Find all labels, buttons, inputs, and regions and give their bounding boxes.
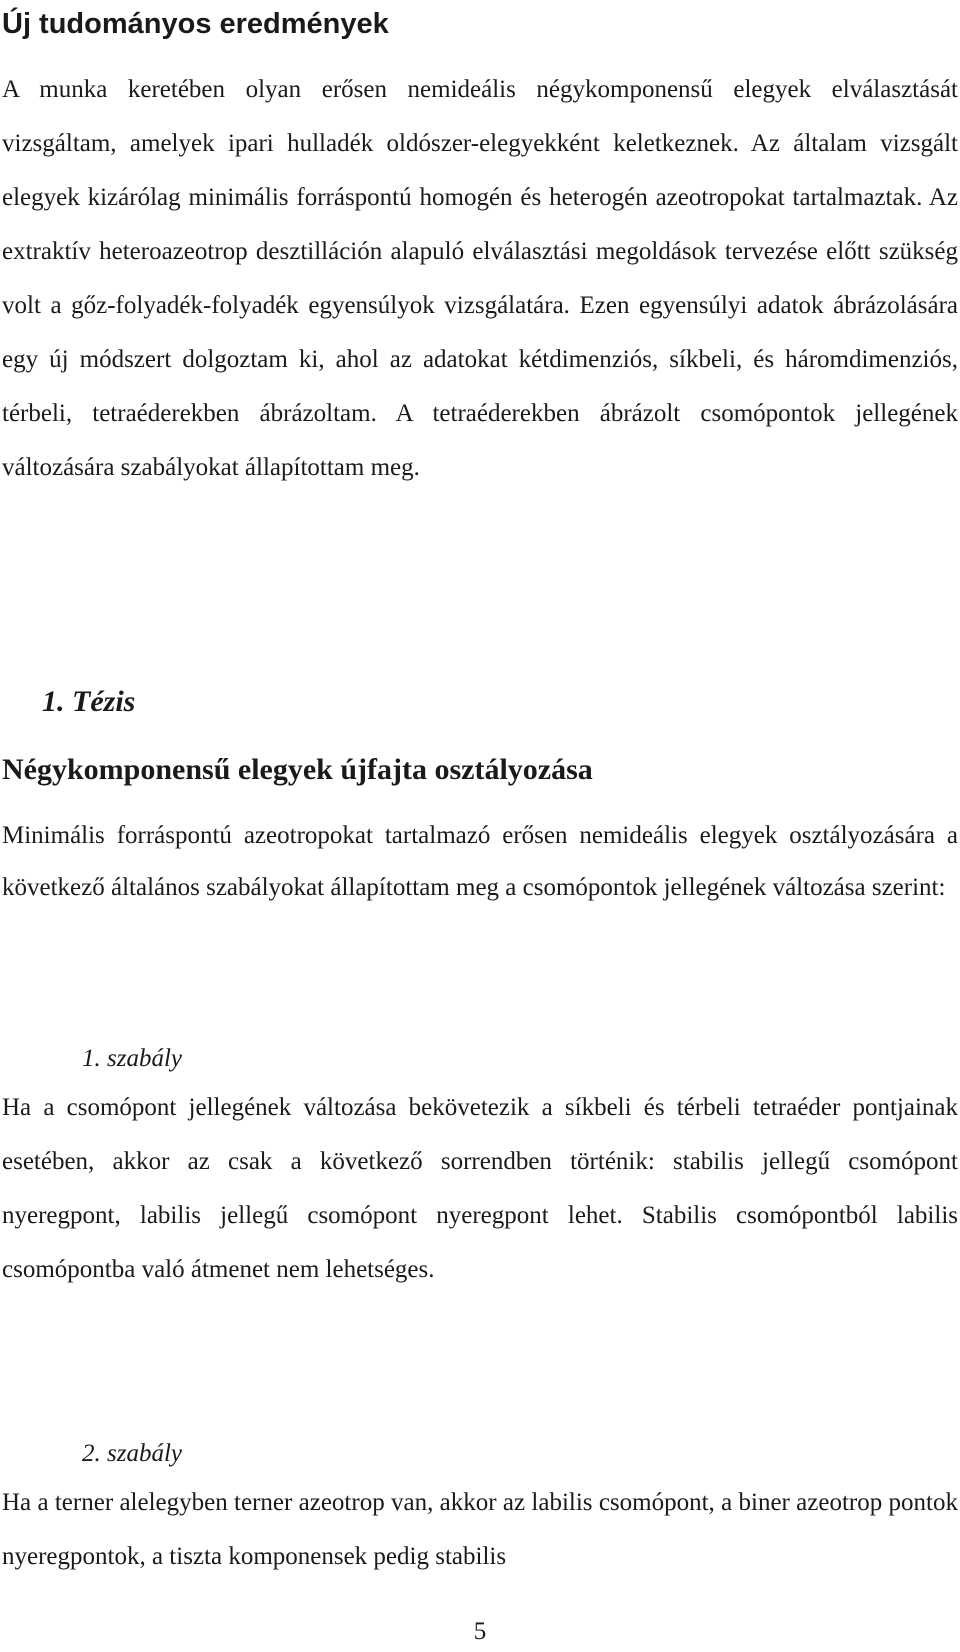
thesis-intro-paragraph: Minimális forráspontú azeotropokat tartalmazó erősen nemideális elegyek osztályozására a következő általános szabályokat állapítottam meg a csomópontok jellegének változása szerint:	[2, 822, 958, 901]
thesis-label: 1. Tézis	[42, 685, 136, 718]
section-heading: Új tudományos eredmények	[2, 8, 389, 40]
rule-1-paragraph: Ha a csomópont jellegének változása bekövetezik a síkbeli és térbeli tetraéder pontjainak esetében, akkor az csak a következő sorrendben történik: stabilis jellegű csomópont nyeregpont, labilis jellegű csomópont nyeregpont lehet. Stabilis csomópontból labilis csomópontba való átmenet nem lehetséges.	[2, 1094, 958, 1283]
rule-2-label: 2. szabály	[82, 1440, 182, 1467]
thesis-title: Négykomponensű elegyek újfajta osztályozása	[2, 753, 593, 786]
section-intro-paragraph: A munka keretében olyan erősen nemideális négykomponensű elegyek elválasztását vizsgáltam, amelyek ipari hulladék oldószer-elegyekként keletkeznek. Az általam vizsgált elegyek kizárólag minimális forráspontú homogén és heterogén azeotropokat tartalmaztak. Az extraktív heteroazeotrop desztilláción alapuló elválasztási megoldások tervezése előtt szükség volt a gőz-folyadék-folyadék egyensúlyok vizsgálatára. Ezen egyensúlyi adatok ábrázolására egy új módszert dolgoztam ki, ahol az adatokat kétdimenziós, síkbeli, és háromdimenziós, térbeli, tetraéderekben ábrázoltam. A tetraéderekben ábrázolt csomópontok jellegének változására szabályokat állapítottam meg.	[2, 76, 958, 481]
rule-2-paragraph: Ha a terner alelegyben terner azeotrop van, akkor az labilis csomópont, a biner azeotrop pontok nyeregpontok, a tiszta komponensek pedig stabilis	[2, 1489, 958, 1570]
rule-1-label: 1. szabály	[82, 1045, 182, 1072]
page-number: 5	[473, 1618, 487, 1645]
